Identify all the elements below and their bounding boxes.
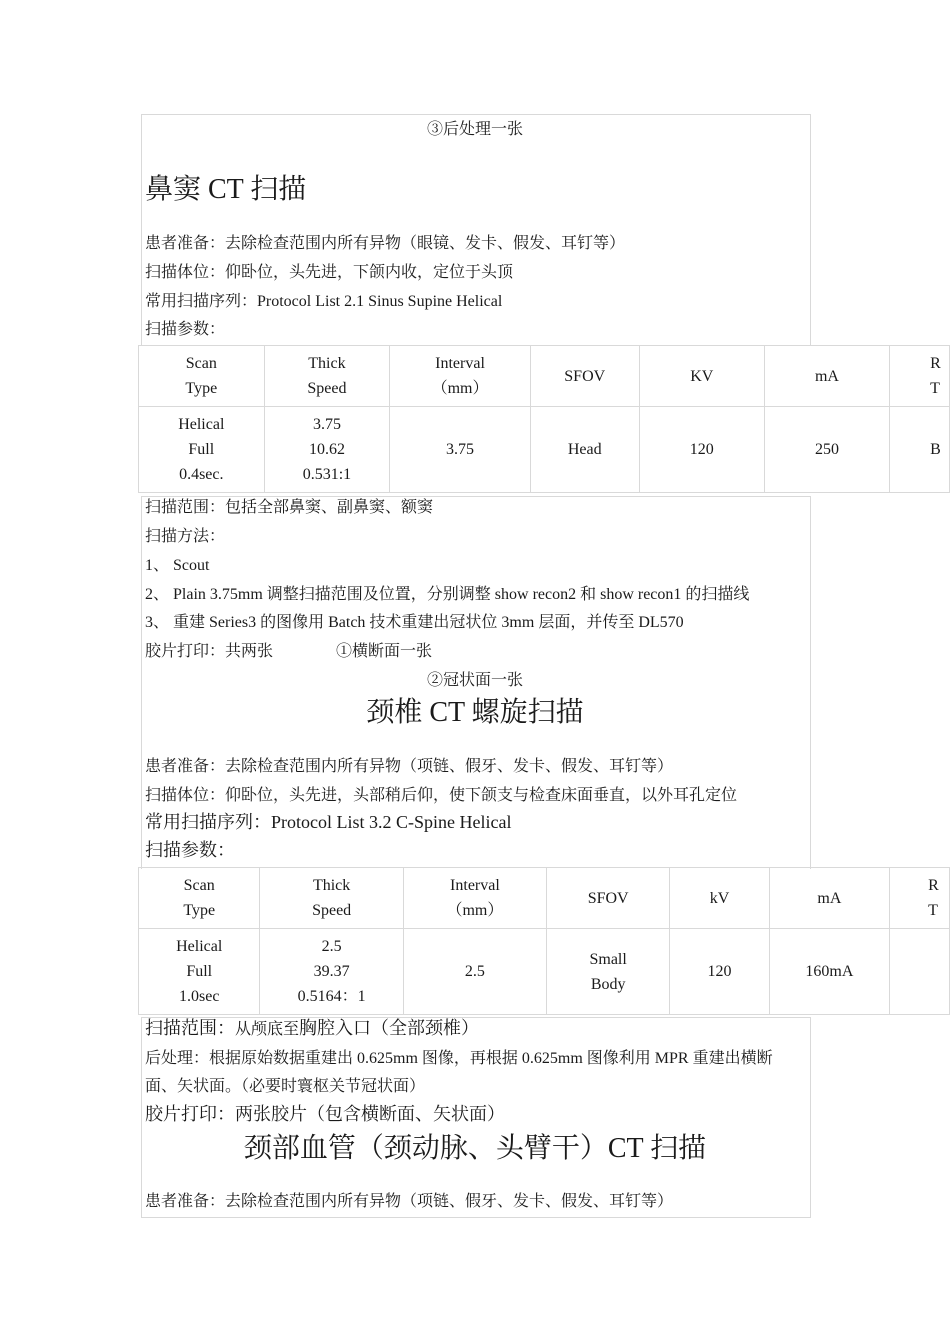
table-header-row	[139, 868, 950, 929]
table-cell: 2.5 39.37 0.5164：1	[260, 929, 403, 1015]
table-cell	[890, 929, 950, 1015]
header-cell: KV	[639, 346, 764, 407]
sinus-film-label: 胶片打印：共两张	[145, 643, 274, 660]
sinus-title: 鼻窦 CT 扫描	[145, 174, 307, 205]
table-row	[139, 407, 950, 493]
header-cell: Scan Type	[139, 868, 260, 929]
header-cell: SFOV	[530, 346, 639, 407]
sinus-step-2: 2、 Plain 3.75mm 调整扫描范围及位置，分别调整 show recon2 和 show recon1 的扫描线	[145, 586, 750, 603]
header-cell: Thick Speed	[264, 346, 390, 407]
header-cell: R T	[890, 868, 950, 929]
sinus-method-label: 扫描方法：	[145, 528, 226, 545]
cspine-film: 胶片打印：两张胶片（包含横断面、矢状面）	[145, 1104, 505, 1124]
header-cell: SFOV	[547, 868, 670, 929]
header-cell: mA	[764, 346, 889, 407]
header-cell: Interval （mm）	[403, 868, 546, 929]
sinus-params-label: 扫描参数：	[145, 321, 226, 338]
table-cell: 120	[639, 407, 764, 493]
cspine-protocol: 常用扫描序列：Protocol List 3.2 C-Spine Helical	[145, 812, 512, 832]
table-header-row	[139, 346, 950, 407]
cspine-params-label: 扫描参数：	[145, 840, 235, 860]
sinus-film-2: ②冠状面一张	[426, 672, 523, 689]
header-cell: mA	[769, 868, 889, 929]
table-cell: B	[890, 407, 950, 493]
cspine-prep: 患者准备：去除检查范围内所有异物（项链、假牙、发卡、假发、耳钉等）	[145, 758, 674, 775]
table-row	[139, 929, 950, 1015]
sinus-step-3: 3、 重建 Series3 的图像用 Batch 技术重建出冠状位 3mm 层面，并传至 DL570	[145, 614, 684, 631]
cspine-position: 扫描体位：仰卧位，头先进，头部稍后仰，使下颌支与检查床面垂直，以外耳孔定位	[145, 787, 738, 804]
cspine-scan-table	[138, 867, 950, 1015]
header-cell: Interval （mm）	[390, 346, 531, 407]
header-cell: Scan Type	[139, 346, 265, 407]
sinus-protocol: 常用扫描序列：Protocol List 2.1 Sinus Supine Helical	[145, 293, 503, 310]
neck-prep: 患者准备：去除检查范围内所有异物（项链、假牙、发卡、假发、耳钉等）	[145, 1193, 674, 1210]
table-cell: Small Body	[547, 929, 670, 1015]
sinus-step-1: 1、 Scout	[145, 557, 210, 574]
table-cell: 250	[764, 407, 889, 493]
table-cell: 160mA	[769, 929, 889, 1015]
post-process-note: ③后处理一张	[426, 121, 523, 138]
cspine-post-process: 后处理：根据原始数据重建出 0.625mm 图像，再根据 0.625mm 图像利用 MPR 重建出横断	[145, 1050, 773, 1067]
table-cell: 3.75	[390, 407, 531, 493]
neck-title: 颈部血管（颈动脉、头臂干）CT 扫描	[243, 1133, 707, 1164]
cspine-post-process-cont: 面、矢状面。（必要时寰枢关节冠状面）	[145, 1078, 426, 1095]
cspine-range: 扫描范围：从颅底至胸腔入口（全部颈椎）	[145, 1018, 480, 1038]
table-cell: 3.75 10.62 0.531:1	[264, 407, 390, 493]
sinus-scan-table	[138, 345, 950, 493]
sinus-prep: 患者准备：去除检查范围内所有异物（眼镜、发卡、假发、耳钉等）	[145, 235, 626, 252]
header-cell: kV	[670, 868, 769, 929]
cspine-title: 颈椎 CT 螺旋扫描	[366, 697, 584, 728]
table-cell: 120	[670, 929, 769, 1015]
header-cell: Thick Speed	[260, 868, 403, 929]
sinus-range: 扫描范围：包括全部鼻窦、副鼻窦、额窦	[145, 499, 434, 516]
table-cell: Head	[530, 407, 639, 493]
table-cell: Helical Full 1.0sec	[139, 929, 260, 1015]
sinus-film-1: ①横断面一张	[336, 643, 433, 660]
header-cell: R T	[890, 346, 950, 407]
sinus-position: 扫描体位：仰卧位，头先进，下颌内收，定位于头顶	[145, 264, 514, 281]
table-cell: Helical Full 0.4sec.	[139, 407, 265, 493]
table-cell: 2.5	[403, 929, 546, 1015]
